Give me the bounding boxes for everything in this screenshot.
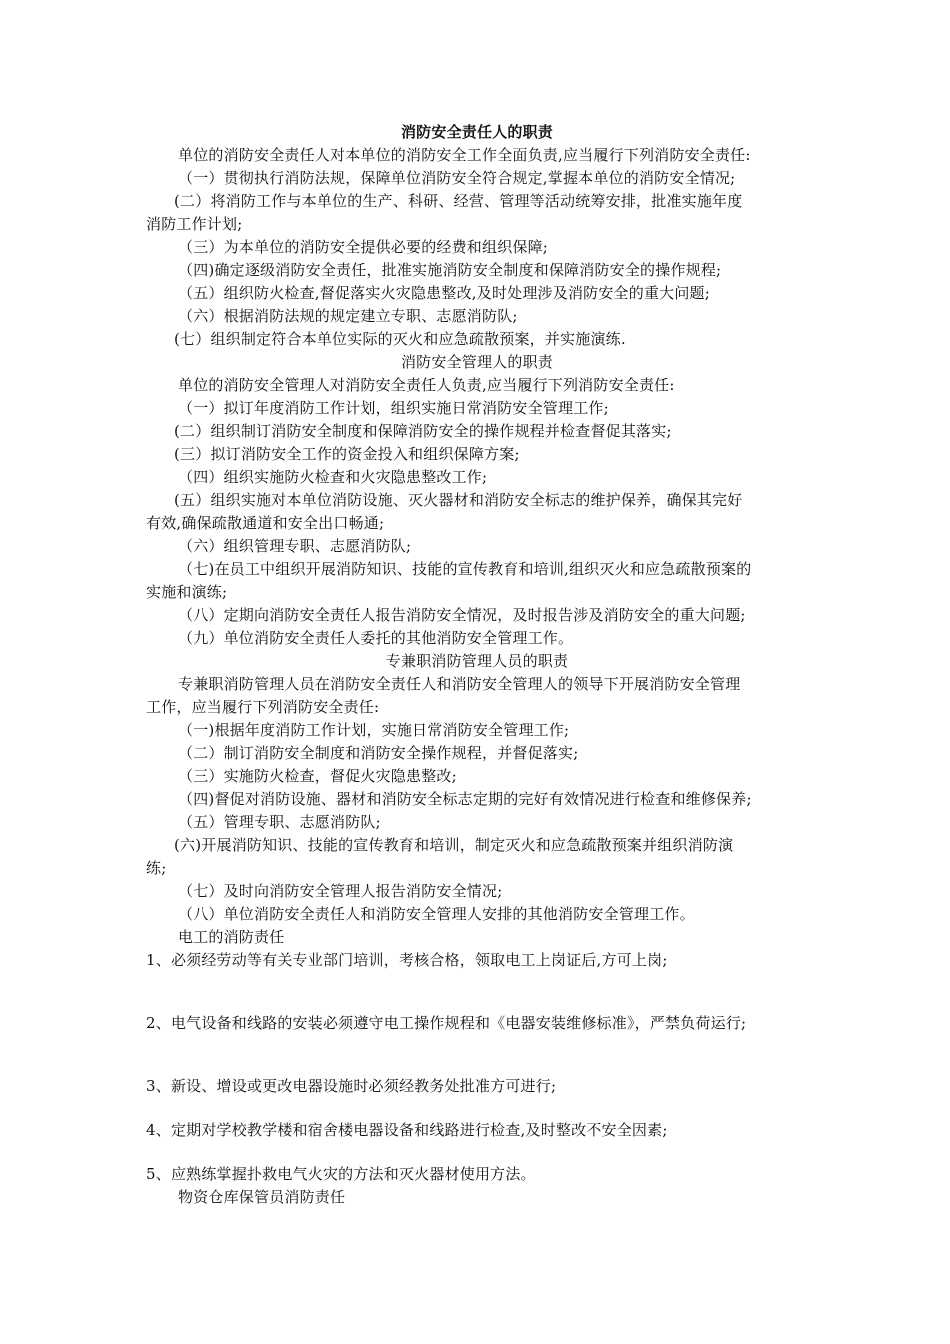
numbered-item: 1、必须经劳动等有关专业部门培训，考核合格，领取电工上岗证后,方可上岗; [146, 951, 668, 969]
paragraph-line: （一）贯彻执行消防法规，保障单位消防安全符合规定,掌握本单位的消防安全情况; [178, 169, 736, 187]
paragraph-line: (五）组织实施对本单位消防设施、灭火器材和消防安全标志的维护保养，确保其完好 [174, 491, 743, 509]
paragraph-line: （五）管理专职、志愿消防队; [178, 813, 381, 831]
paragraph-line: (二）组织制订消防安全制度和保障消防安全的操作规程并检查督促其落实; [174, 422, 672, 440]
paragraph-line: （一)根据年度消防工作计划，实施日常消防安全管理工作; [178, 721, 570, 739]
section-title-5: 物资仓库保管员消防责任 [178, 1188, 346, 1206]
paragraph-line: （四)督促对消防设施、器材和消防安全标志定期的完好有效情况进行检查和维修保养; [178, 790, 752, 808]
section-title-1: 消防安全责任人的职责 [400, 123, 553, 141]
paragraph-line: (七）组织制定符合本单位实际的灭火和应急疏散预案，并实施演练. [174, 330, 626, 348]
paragraph-line: （二）制订消防安全制度和消防安全操作规程，并督促落实; [178, 744, 579, 762]
paragraph-line: 消防工作计划; [146, 215, 243, 233]
paragraph-line: （八）单位消防安全责任人和消防安全管理人安排的其他消防安全管理工作。 [178, 905, 695, 923]
paragraph-line: (六)开展消防知识、技能的宣传教育和培训，制定灭火和应急疏散预案并组织消防演 [174, 836, 734, 854]
paragraph-line: （四)确定逐级消防安全责任，批准实施消防安全制度和保障消防安全的操作规程; [178, 261, 722, 279]
paragraph-line: （三）实施防火检查，督促火灾隐患整改; [178, 767, 457, 785]
paragraph-line: （六）根据消防法规的规定建立专职、志愿消防队; [178, 307, 518, 325]
paragraph-line: （五）组织防火检查,督促落实火灾隐患整改,及时处理涉及消防安全的重大问题; [178, 284, 710, 302]
paragraph-line: （一）拟订年度消防工作计划，组织实施日常消防安全管理工作; [178, 399, 609, 417]
section-title-2: 消防安全管理人的职责 [400, 353, 553, 371]
paragraph-line: (二）将消防工作与本单位的生产、科研、经营、管理等活动统筹安排，批准实施年度 [174, 192, 743, 210]
paragraph-line: （九）单位消防安全责任人委托的其他消防安全管理工作。 [178, 629, 574, 647]
paragraph-line: 练; [146, 859, 167, 877]
paragraph-line: （七)在员工中组织开展消防知识、技能的宣传教育和培训,组织灭火和应急疏散预案的 [178, 560, 752, 578]
numbered-item: 5、应熟练掌握扑救电气火灾的方法和灭火器材使用方法。 [146, 1165, 536, 1183]
section-title-3: 专兼职消防管理人员的职责 [385, 652, 569, 670]
paragraph-line: 单位的消防安全管理人对消防安全责任人负责,应当履行下列消防安全责任: [178, 376, 675, 394]
paragraph-line: 专兼职消防管理人员在消防安全责任人和消防安全管理人的领导下开展消防安全管理 [178, 675, 741, 693]
paragraph-line: （六）组织管理专职、志愿消防队; [178, 537, 412, 555]
paragraph-line: （四）组织实施防火检查和火灾隐患整改工作; [178, 468, 488, 486]
paragraph-line: （八）定期向消防安全责任人报告消防安全情况，及时报告涉及消防安全的重大问题; [178, 606, 746, 624]
paragraph-line: (三）拟订消防安全工作的资金投入和组织保障方案; [174, 445, 520, 463]
numbered-item: 4、定期对学校教学楼和宿舍楼电器设备和线路进行检查,及时整改不安全因素; [146, 1121, 668, 1139]
paragraph-line: 单位的消防安全责任人对本单位的消防安全工作全面负责,应当履行下列消防安全责任: [178, 146, 751, 164]
paragraph-line: 实施和演练; [146, 583, 228, 601]
paragraph-line: 工作，应当履行下列消防安全责任: [146, 698, 380, 716]
numbered-item: 3、新设、增设或更改电器设施时必须经教务处批准方可进行; [146, 1077, 557, 1095]
numbered-item: 2、电气设备和线路的安装必须遵守电工操作规程和《电器安装维修标准》，严禁负荷运行; [146, 1014, 747, 1032]
section-title-4: 电工的消防责任 [178, 928, 285, 946]
paragraph-line: （三）为本单位的消防安全提供必要的经费和组织保障; [178, 238, 549, 256]
paragraph-line: 有效,确保疏散通道和安全出口畅通; [146, 514, 385, 532]
paragraph-line: （七）及时向消防安全管理人报告消防安全情况; [178, 882, 503, 900]
